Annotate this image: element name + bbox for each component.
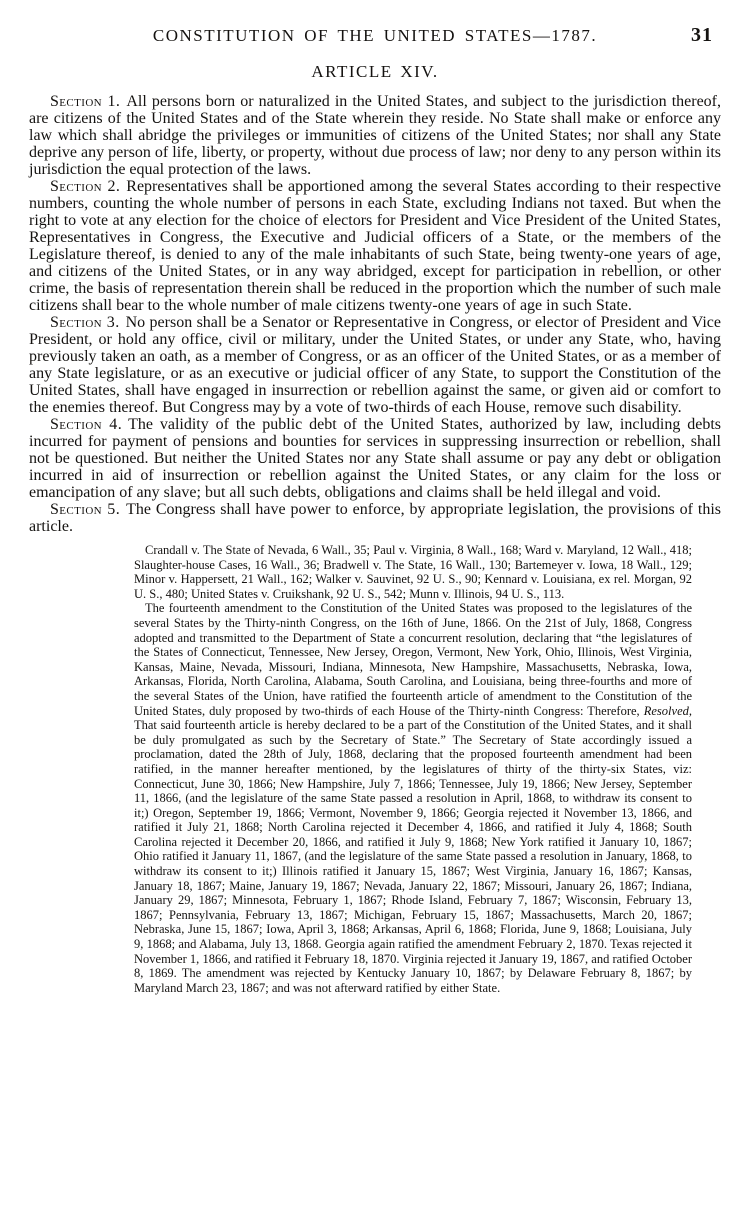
case-citations: Crandall v. The State of Nevada, 6 Wall., 35; Paul v. Virginia, 8 Wall., 168; Ward v. Maryland, 12 Wall., 418; Slaughter-house Cases, 16 Wall., 36; Bradwell v. The State, 16 Wall., 130; Bartemeyer v. Iowa, 18 Wall., 129; Minor v. Happersett, 21 Wall., 162; Walker v. Sauvinet, 92 U. S., 90; Kennard v. Louisiana, ex rel. Morgan, 92 U. S., 480; United States v. Cruikshank, 92 U. S., 542; Munn v. Illinois, 94 U. S., 113.	[134, 543, 692, 601]
section-4-text: The validity of the public debt of the United States, authorized by law, including debts incurred for payment of pensions and bounties for services in suppressing insurrection or rebellion, shall not be questioned. But neither the United States nor any State shall assume or pay any debt or obligation incurred in aid of insurrection or rebellion against the United States, or any claim for the loss or emancipation of any slave; but all such debts, obligations and claims shall be held illegal and void.	[29, 416, 721, 501]
section-3-label: Section 3.	[50, 314, 120, 331]
section-3-paragraph	[29, 314, 721, 416]
running-head	[29, 26, 721, 50]
section-1-text: All persons born or naturalized in the United States, and subject to the jurisdiction thereof, are citizens of the United States and of the State wherein they reside. No State shall make or enforce any law which shall abridge the privileges or immunities of citizens of the United States; nor shall any State deprive any person of life, liberty, or property, without due process of law; nor deny to any person within its jurisdiction the equal protection of the laws.	[29, 93, 721, 178]
article-title: ARTICLE XIV.	[311, 62, 439, 81]
section-5-label: Section 5.	[50, 501, 121, 518]
ratification-notes-part1: The fourteenth amendment to the Constitution of the United States was proposed to the legislatures of the several States by the Thirty-ninth Congress, on the 16th of June, 1866. On the 21st of July, 1868, Congress adopted and transmitted to the Department of State a concurrent resolution, declaring that “the legislatures of the States of Connecticut, Tennessee, New Jersey, Oregon, Vermont, New York, Ohio, Illinois, West Virginia, Kansas, Maine, Nevada, Missouri, Indiana, Minnesota, New Hampshire, Massachusetts, Nebraska, Iowa, Arkansas, Florida, North Carolina, Alabama, South Carolina, and Louisiana, being three-fourths and more of the several States of the Union, have ratified the fourteenth article of amendment to the Constitution of the United States, duly proposed by two-thirds of each House of the Thirty-ninth Congress: Therefore,	[134, 601, 692, 718]
ratification-notes	[134, 601, 692, 995]
section-5-paragraph	[29, 501, 721, 535]
ratification-notes-resolved: Resolved,	[643, 703, 692, 718]
section-4-label: Section 4.	[50, 416, 123, 433]
section-4-paragraph	[29, 416, 721, 501]
section-1-label: Section 1.	[50, 93, 121, 110]
annotations-block	[134, 543, 692, 995]
section-5-text: The Congress shall have power to enforce, by appropriate legislation, the provisions of this article.	[29, 501, 721, 535]
article-body	[29, 93, 721, 535]
section-2-label: Section 2.	[50, 178, 121, 195]
section-1-paragraph	[29, 93, 721, 178]
running-title: CONSTITUTION OF THE UNITED STATES—1787.	[152, 26, 598, 45]
section-2-text: Representatives shall be apportioned among the several States according to their respective numbers, counting the whole number of persons in each State, excluding Indians not taxed. But when the right to vote at any election for the choice of electors for President and Vice President of the United States, Representatives in Congress, the Executive and Judicial officers of a State, or the members of the Legislature thereof, is denied to any of the male inhabitants of such State, being twenty-one years of age, and citizens of the United States, or in any way abridged, except for participation in rebellion, or other crime, the basis of representation therein shall be reduced in the proportion which the number of such male citizens shall bear to the whole number of male citizens twenty-one years of age in such State.	[29, 178, 721, 314]
section-2-paragraph	[29, 178, 721, 314]
ratification-notes-part2: That said fourteenth article is hereby declared to be a part of the Constitution of the United States, and it shall be duly promulgated as such by the Secretary of State.” The Secretary of State accordingly issued a proclamation, dated the 28th of July, 1868, declaring that the proposed fourteenth amendment had been ratified, in the manner hereafter mentioned, by the legislatures of thirty of the thirty-six States, viz: Connecticut, June 30, 1866; New Hampshire, July 7, 1866; Tennessee, July 19, 1866; New Jersey, September 11, 1866, (and the legislature of the same State passed a resolution in April, 1868, to withdraw its consent to it;) Oregon, September 19, 1866; Vermont, November 9, 1866; Georgia rejected it November 13, 1866, and ratified it July 21, 1868; North Carolina rejected it December 4, 1866, and ratified it July 4, 1868; South Carolina rejected it December 20, 1866, and ratified it July 9, 1868; New York ratified it January 10, 1867; Ohio ratified it January 11, 1867, (and the legislature of the same State passed a resolution in January, 1868, to withdraw its consent to it;) Illinois ratified it January 15, 1867; West Virginia, January 16, 1867; Kansas, January 18, 1867; Maine, January 19, 1867; Nevada, January 22, 1867; Missouri, January 26, 1867; Indiana, January 29, 1867; Minnesota, February 1, 1867; Rhode Island, February 7, 1867; Wisconsin, February 13, 1867; Pennsylvania, February 13, 1867; Michigan, February 15, 1867; Massachusetts, March 20, 1867; Nebraska, June 15, 1867; Iowa, April 3, 1868; Arkansas, April 6, 1868; Florida, June 9, 1868; Louisiana, July 9, 1868; and Alabama, July 13, 1868. Georgia again ratified the amendment February 2, 1870. Texas rejected it November 1, 1866, and ratified it February 18, 1870. Virginia rejected it January 19, 1867, and ratified October 8, 1869. The amendment was rejected by Kentucky January 10, 1867; by Delaware February 8, 1867; by Maryland March 23, 1867; and was not afterward ratified by either State.	[134, 718, 692, 995]
page-number: 31	[691, 24, 713, 46]
section-3-text: No person shall be a Senator or Representative in Congress, or elector of President and Vice President, or hold any office, civil or military, under the United States, or under any State, who, having previously taken an oath, as a member of Congress, or as an officer of the United States, or as a member of any State legislature, or as an executive or judicial officer of any State, to support the Constitution of the United States, shall have engaged in insurrection or rebellion against the same, or given aid or comfort to the enemies thereof. But Congress may by a vote of two-thirds of each House, remove such disability.	[29, 314, 721, 416]
